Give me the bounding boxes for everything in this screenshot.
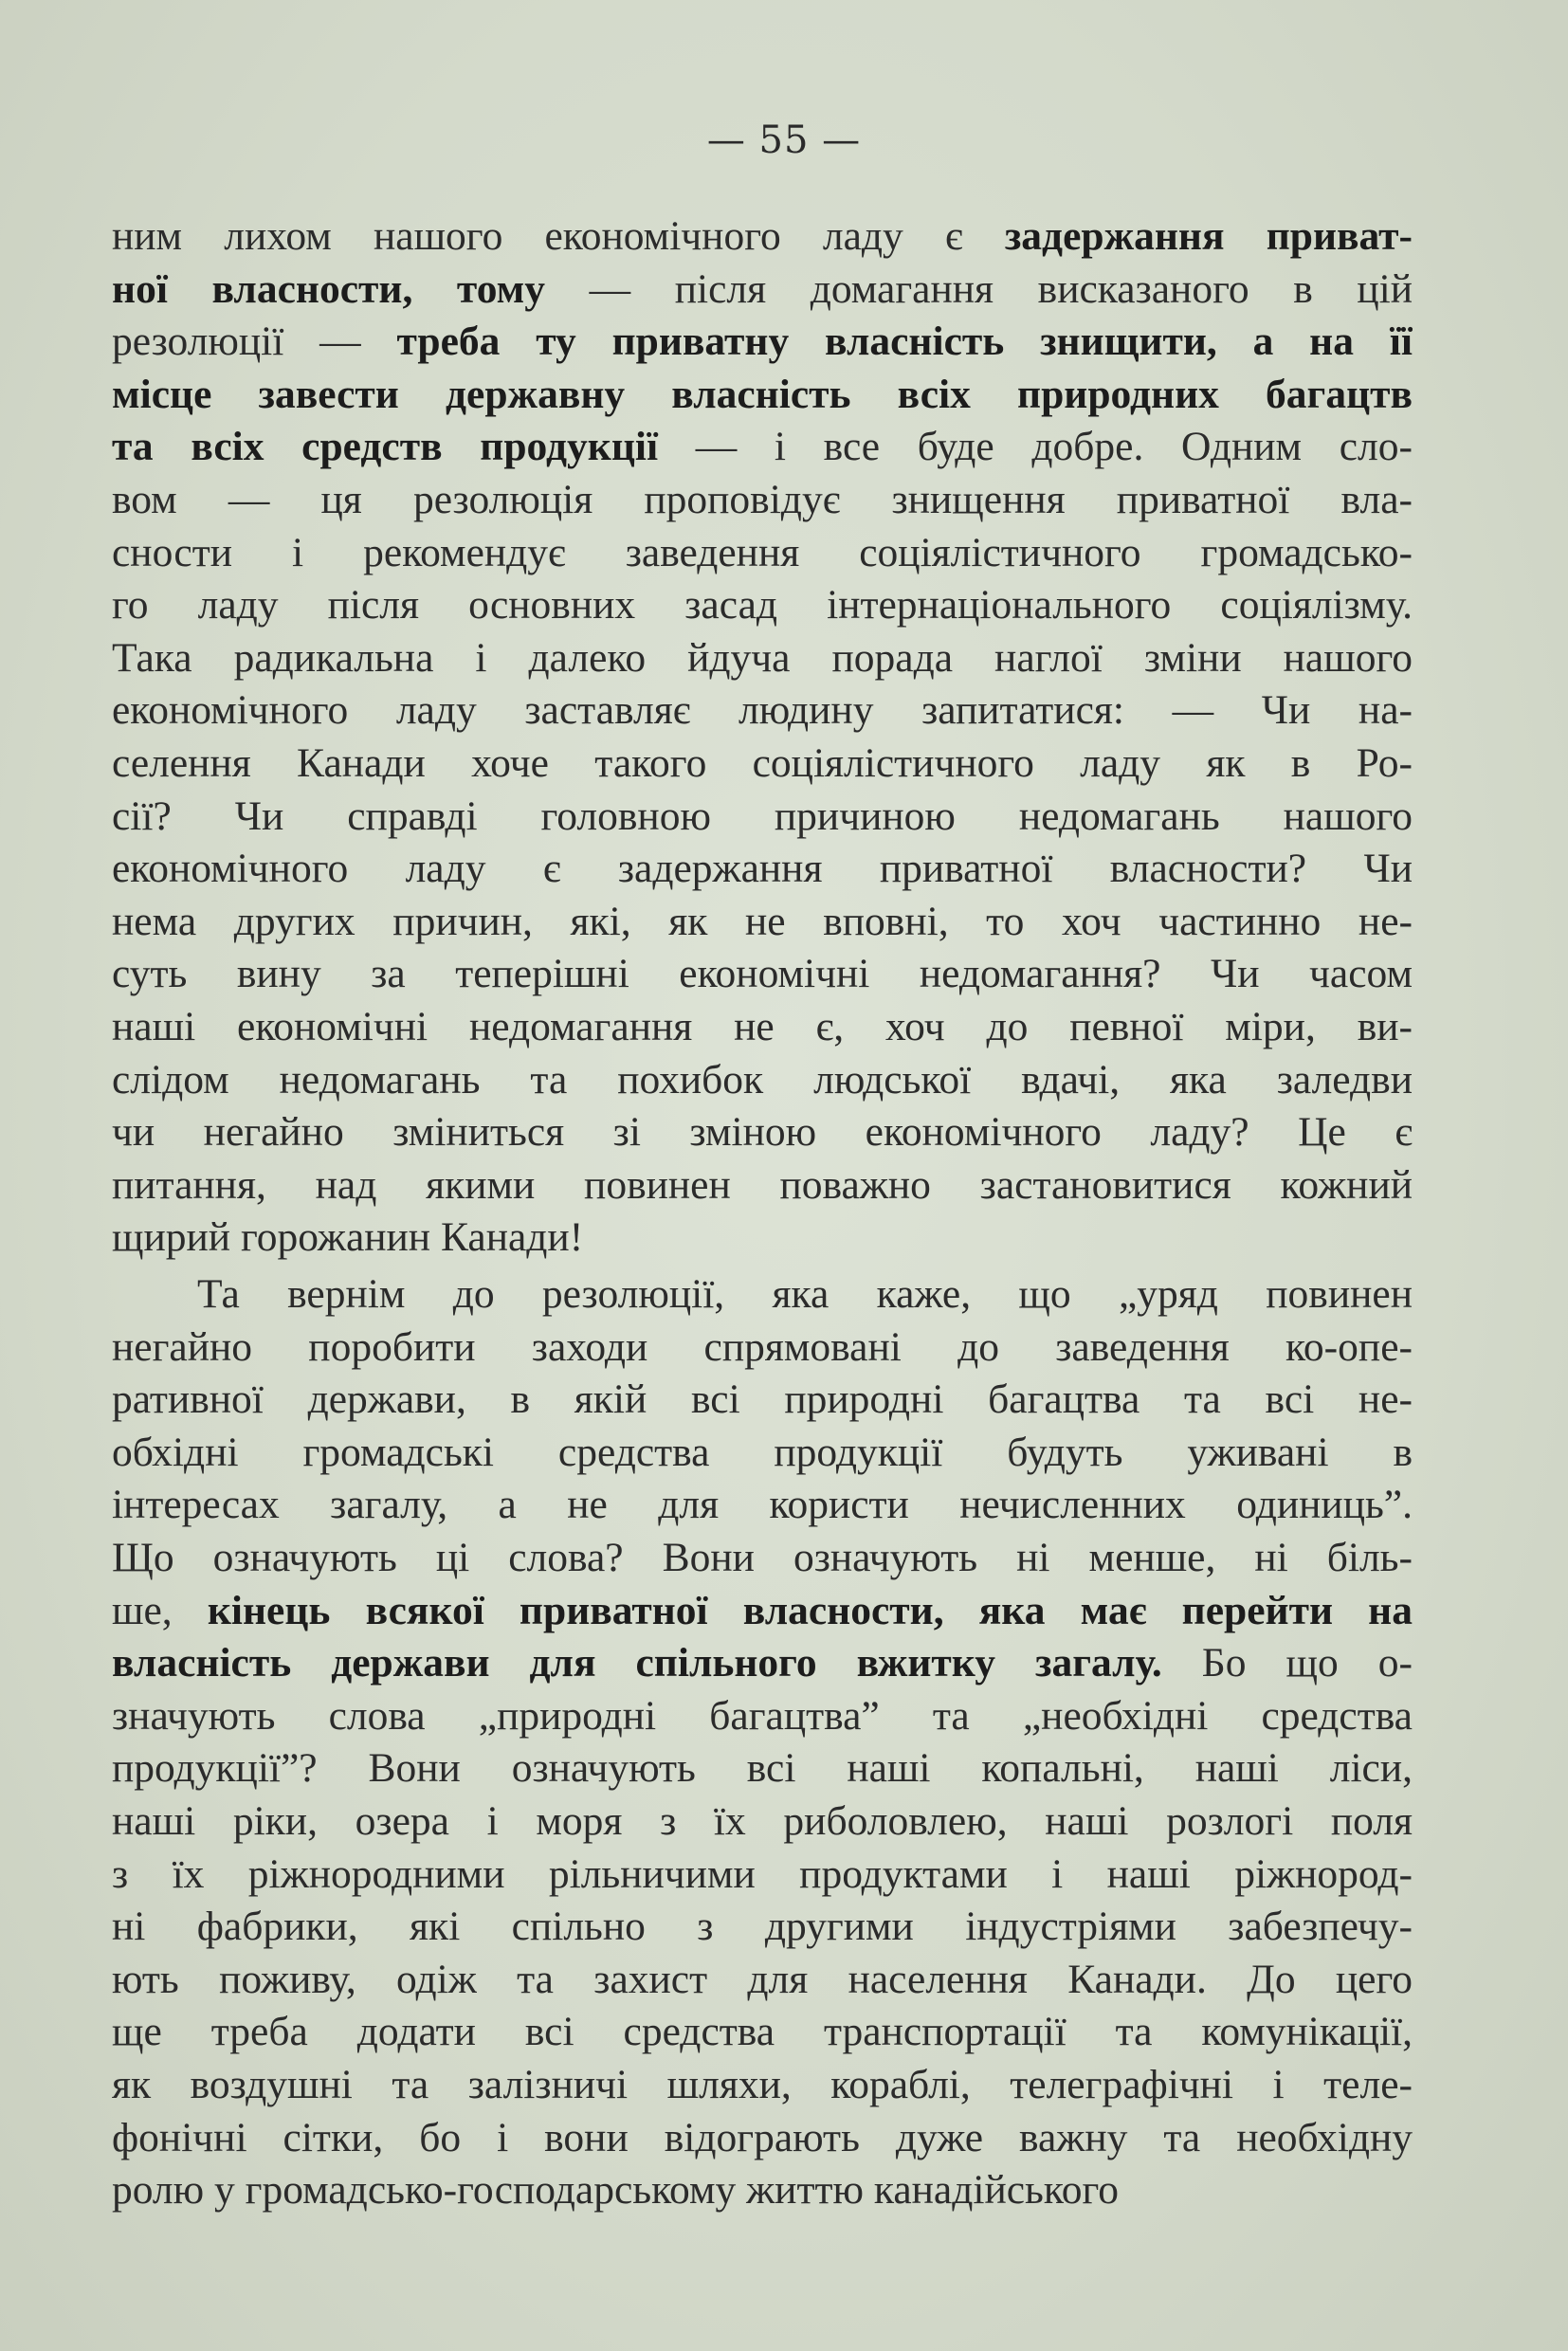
text-line (112, 1106, 1413, 1159)
text-segment: слідом недомагань та похибок людської вдачі, яка заледви (112, 1056, 1413, 1103)
paragraph-2 (112, 1268, 1413, 2217)
text-line (112, 1321, 1413, 1375)
text-line (112, 843, 1413, 896)
text-line (112, 2164, 1413, 2217)
text-line (112, 738, 1413, 791)
text-line (112, 527, 1413, 580)
text-segment: Така радикальна і далеко йдуча порада наглої зміни нашого (112, 634, 1413, 681)
text-line (112, 1427, 1413, 1480)
text-segment: щирий горожанин Канади! (112, 1214, 584, 1261)
text-line (112, 1637, 1413, 1690)
text-segment: ще треба додати всі средства транспортації та комунікації, (112, 2009, 1413, 2055)
page-number: — 55 — (706, 118, 862, 162)
text-segment: ним лихом нашого економічного ладу є (112, 213, 1005, 259)
text-line (112, 1585, 1413, 1638)
text-line (112, 948, 1413, 1001)
text-line (112, 316, 1413, 369)
text-segment: — після домагання висказаного в цій (545, 265, 1413, 312)
text-segment: негайно поробити заходи спрямовані до заведення ко-опе- (112, 1323, 1413, 1370)
text-line (112, 896, 1413, 949)
text-segment: го ладу після основних засад інтернаціонального соціялізму. (112, 582, 1413, 629)
text-line (112, 1954, 1413, 2007)
bold-text: та всіх средств продукції (112, 424, 659, 470)
bold-text: задержання приват- (1004, 213, 1413, 259)
text-segment: обхідні громадські средства продукції будуть уживані в (112, 1429, 1413, 1475)
text-segment: економічного ладу є задержання приватної власности? Чи (112, 846, 1413, 892)
text-line (112, 1795, 1413, 1849)
text-segment: Та вернім до резолюції, яка каже, що „уряд повинен (197, 1271, 1413, 1317)
text-line (112, 1479, 1413, 1532)
text-line (112, 264, 1413, 317)
text-line (112, 579, 1413, 632)
text-segment: інтересах загалу, а не для користи нечисленних одиниць”. (112, 1482, 1413, 1528)
text-segment: селення Канади хоче такого соціялістичного ладу як в Ро- (112, 739, 1413, 786)
bold-text: власність держави для спільного вжитку загалу. (112, 1640, 1162, 1686)
text-line (112, 421, 1413, 474)
text-segment: вом — ця резолюція проповідує знищення приватної вла- (112, 476, 1413, 522)
text-segment: значують слова „природні багацтва” та „необхідні средства (112, 1692, 1413, 1739)
text-segment: ше, (112, 1587, 208, 1633)
text-line (112, 1690, 1413, 1743)
text-segment: як воздушні та залізничі шляхи, кораблі, телеграфічні і теле- (112, 2061, 1413, 2107)
text-segment: Що означують ці слова? Вони означують ні менше, ні біль- (112, 1534, 1413, 1580)
text-segment: сности і рекомендує заведення соціялістичного громадсько- (112, 529, 1413, 575)
text-line (112, 1268, 1413, 1321)
text-line (112, 1849, 1413, 1902)
text-segment: нема других причин, які, як не вповні, то хоч частинно не- (112, 898, 1413, 944)
text-segment: сії? Чи справді головною причиною недомагань нашого (112, 793, 1413, 839)
text-segment: — і все буде добре. Одним сло- (658, 424, 1413, 470)
text-line (112, 1374, 1413, 1427)
text-line (112, 1212, 1413, 1265)
text-segment: наші економічні недомагання не є, хоч до певної міри, ви- (112, 1003, 1413, 1049)
paragraph-1 (112, 210, 1413, 1265)
text-segment: суть вину за теперішні економічні недомагання? Чи часом (112, 951, 1413, 997)
text-line (112, 2006, 1413, 2059)
text-line (112, 369, 1413, 422)
text-segment: продукції”? Вони означують всі наші копальні, наші ліси, (112, 1745, 1413, 1792)
text-line (112, 474, 1413, 527)
text-segment: наші ріки, озера і моря з їх риболовлею, наші розлогі поля (112, 1797, 1413, 1844)
text-line (112, 1901, 1413, 1954)
text-segment: фонічні сітки, бо і вони відограють дуже важну та необхідну (112, 2114, 1413, 2160)
text-segment: ративної держави, в якій всі природні багацтва та всі не- (112, 1376, 1413, 1423)
text-segment: Бо що о- (1161, 1640, 1413, 1686)
text-line (112, 2059, 1413, 2112)
text-line (112, 210, 1413, 264)
bold-text: місце завести державну власність всіх природних багацтв (112, 371, 1413, 417)
text-segment: ні фабрики, які спільно з другими індустріями забезпечу- (112, 1904, 1413, 1950)
text-line (112, 1742, 1413, 1795)
text-line (112, 684, 1413, 738)
text-segment: резолюції — (112, 319, 397, 365)
text-segment: ролю у громадсько-господарському життю канадійського (112, 2167, 1120, 2214)
text-segment: питання, над якими повинен поважно застановитися кожний (112, 1161, 1413, 1208)
bold-text: ної власности, тому (112, 265, 546, 312)
text-segment: чи негайно зміниться зі зміною економічного ладу? Це є (112, 1109, 1413, 1156)
bold-text: кінець всякої приватної власности, яка має перейти на (207, 1587, 1413, 1633)
text-line (112, 1054, 1413, 1107)
text-line (112, 791, 1413, 844)
text-segment: ють поживу, одіж та захист для населення Канади. До цего (112, 1956, 1413, 2002)
text-segment: з їх ріжнородними рільничими продуктами і наші ріжнород- (112, 1850, 1413, 1897)
text-line (112, 1001, 1413, 1054)
text-line (112, 1532, 1413, 1585)
text-line (112, 1159, 1413, 1212)
bold-text: треба ту приватну власність знищити, а на її (396, 319, 1413, 365)
text-segment: економічного ладу заставляє людину запитатися: — Чи на- (112, 687, 1413, 734)
text-line (112, 2112, 1413, 2165)
text-line (112, 632, 1413, 685)
